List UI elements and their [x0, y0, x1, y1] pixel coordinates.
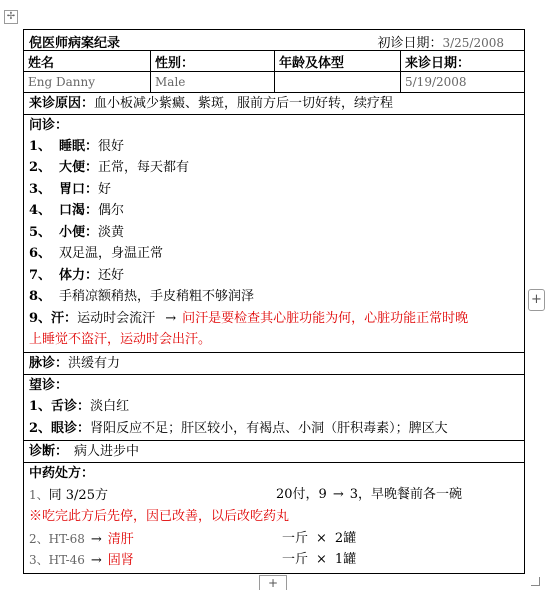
diagnosis-label: 诊断：	[29, 444, 69, 459]
sweat-note-continued: 上睡觉不盗汗，运动时会出汗。	[29, 332, 212, 347]
prescription-section	[24, 463, 524, 573]
diagnosis	[29, 443, 139, 461]
inquiry-item: 7、 体力：还好	[29, 268, 125, 283]
prescription-label: 中药处方：	[29, 466, 95, 481]
name-label: 姓名	[24, 51, 151, 71]
prescription-qty: 一斤 × 2罐	[282, 531, 357, 546]
medical-record-table	[23, 29, 525, 574]
inquiry-item: 3、 胃口：好	[29, 182, 112, 197]
inquiry-item-sweat: 9、汗：运动时会流汗 → 问汗是要检查其心脏功能为何，心脏功能正常时晚	[29, 311, 469, 326]
inquiry-item: 6、 双足温，身温正常	[29, 246, 164, 261]
info-header-row	[24, 51, 524, 72]
arrow-icon: →	[90, 532, 102, 547]
visit-date-value[interactable]: 5/19/2008	[405, 75, 467, 89]
arrow-icon: →	[90, 553, 102, 568]
pulse-row	[24, 353, 524, 375]
inquiry-label: 问诊：	[29, 118, 69, 133]
first-visit-label: 初诊日期：	[377, 36, 443, 51]
inquiry-item: 1、 睡眠：很好	[29, 139, 125, 154]
first-visit	[377, 32, 504, 51]
title-row	[24, 30, 524, 51]
inquiry-section	[24, 115, 524, 353]
eye-exam: 2、眼诊：肾阳反应不足；肝区较小，有褐点、小洞（肝积毒素）；脾区大	[29, 421, 448, 436]
age-value[interactable]	[275, 72, 401, 92]
observe-section	[24, 375, 524, 441]
record-title: 倪医师病案纪录	[29, 36, 121, 51]
gender-label: 性别：	[151, 51, 275, 71]
name-value[interactable]: Eng Danny	[24, 72, 151, 92]
reason-label: 来诊原因：	[29, 96, 95, 111]
add-column-button[interactable]: +	[528, 289, 545, 311]
reason-text: 血小板减少紫癜、紫斑，服前方后一切好转，续疗程	[94, 96, 394, 111]
inquiry-item: 4、 口渴：偶尔	[29, 203, 125, 218]
arrow-icon: →	[165, 311, 177, 326]
add-row-button[interactable]: +	[259, 575, 287, 590]
gender-value[interactable]: Male	[151, 72, 275, 92]
prescription-item: 3、HT-46 → 固肾	[29, 553, 134, 568]
pulse-text: 洪缓有力	[68, 356, 121, 371]
sweat-note: 问汗是要检查其心脏功能为何，心脏功能正常时晚	[182, 311, 469, 326]
tongue-exam: 1、舌诊：淡白红	[29, 399, 130, 414]
first-visit-date: 3/25/2008	[442, 36, 504, 50]
diagnosis-text: 病人进步中	[74, 444, 140, 459]
pulse-label: 脉诊：	[29, 356, 69, 371]
pulse	[29, 355, 120, 373]
diagnosis-row	[24, 441, 524, 463]
inquiry-item: 5、 小便：淡黄	[29, 225, 125, 240]
table-resize-handle[interactable]	[531, 577, 540, 586]
info-values-row	[24, 72, 524, 93]
inquiry-item: 8、 手稍凉额稍热，手皮稍粗不够润泽	[29, 289, 255, 304]
times-icon: ×	[316, 552, 327, 567]
observe-label: 望诊：	[29, 378, 69, 393]
prescription-qty: 一斤 × 1罐	[282, 552, 357, 567]
prescription-item: 2、HT-68 → 清肝	[29, 532, 134, 547]
prescription-item: 1、同 3/25方	[29, 488, 108, 503]
arrow-icon: →	[332, 487, 344, 502]
table-move-handle[interactable]: ✢	[4, 10, 18, 24]
reason-row	[24, 93, 524, 115]
prescription-qty: 20付，9 → 3，早晚餐前各一碗	[276, 487, 463, 502]
visit-date-label: 来诊日期：	[405, 55, 471, 71]
age-label: 年龄及体型	[275, 51, 401, 71]
inquiry-item: 2、 大便：正常，每天都有	[29, 160, 190, 175]
prescription-note: ※吃完此方后先停，因已改善，以后改吃药丸	[29, 509, 290, 524]
reason	[29, 95, 393, 113]
times-icon: ×	[316, 531, 327, 546]
